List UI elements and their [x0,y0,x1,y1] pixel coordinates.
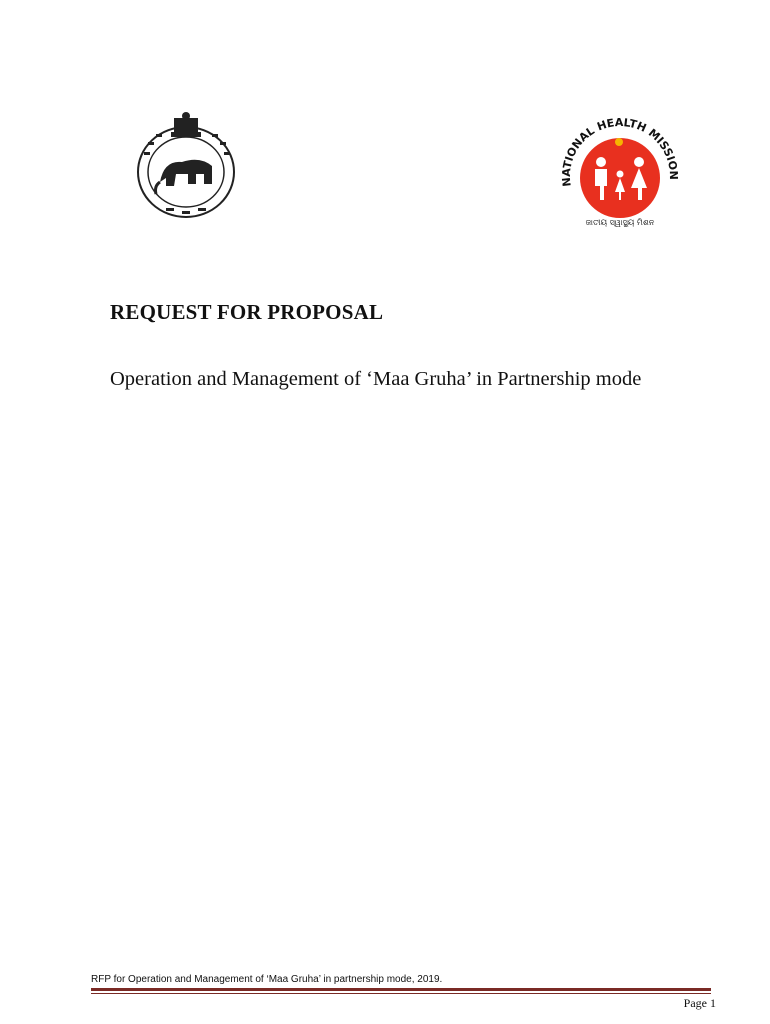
nhm-arc-text: NATIONAL HEALTH MISSION [559,115,681,188]
footer-text: RFP for Operation and Management of ‘Maa Gruha’ in partnership mode, 2019. [91,974,443,985]
document-subtitle: Operation and Management of ‘Maa Gruha’ in Partnership mode [110,368,642,390]
document-title: REQUEST FOR PROPOSAL [110,300,384,324]
odisha-state-emblem-icon [130,112,242,220]
footer-divider [91,988,711,991]
page-number: Page 1 [683,996,716,1010]
nhm-tagline: ଜାତୀୟ ସ୍ୱାସ୍ଥ୍ୟ ମିଶନ [585,218,655,227]
footer-divider-thin [91,993,711,994]
national-health-mission-logo-icon [555,112,685,230]
